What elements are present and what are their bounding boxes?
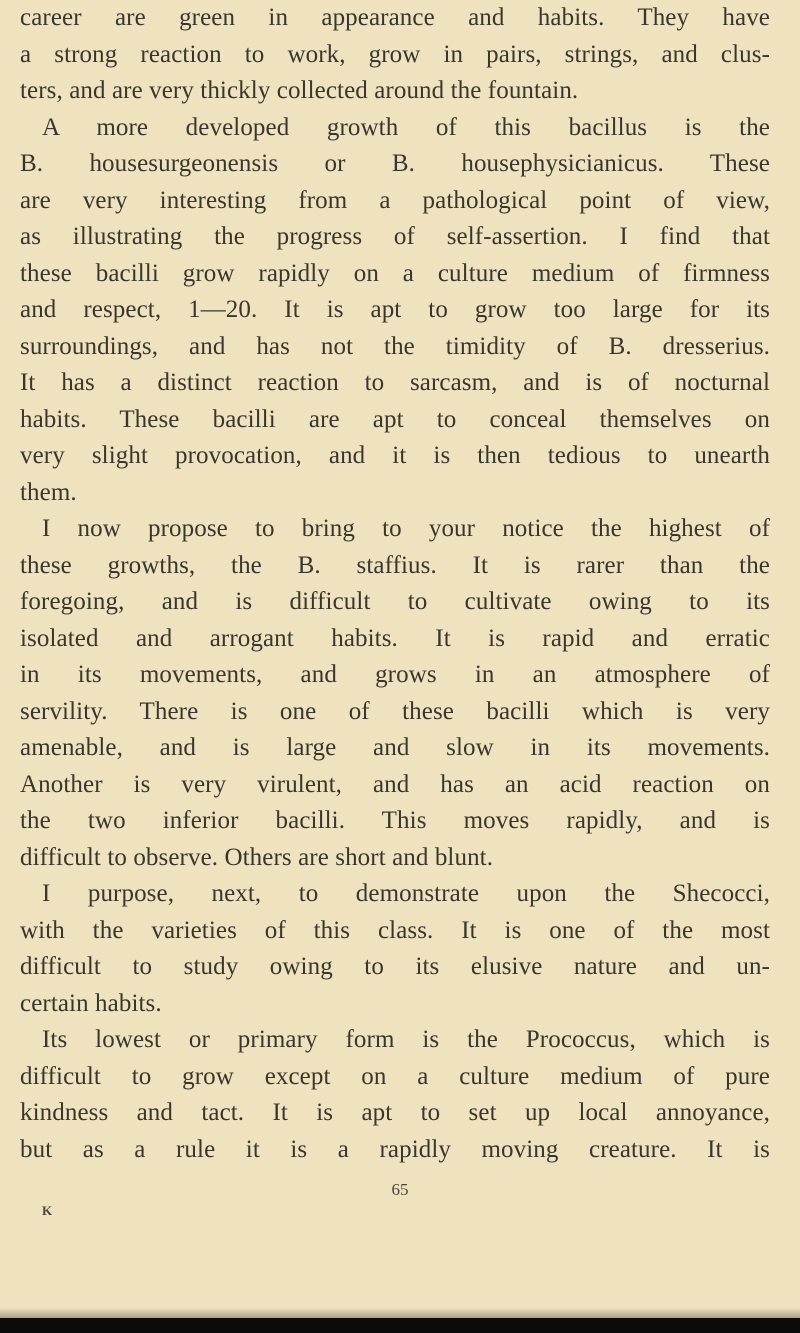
text-line: Its lowest or primary form is the Prococcus, which is bbox=[42, 1026, 770, 1053]
text-line: a strong reaction to work, grow in pairs, strings, and clus- bbox=[20, 40, 770, 68]
text-line: these growths, the B. staffius. It is rarer than the bbox=[20, 551, 770, 579]
text-line: servility. There is one of these bacilli which is very bbox=[20, 697, 770, 725]
text-line: as illustrating the progress of self-assertion. I find that bbox=[20, 223, 770, 250]
text-line: are very interesting from a pathological point of view, bbox=[20, 186, 770, 214]
text-line: A more developed growth of this bacillus is the bbox=[42, 113, 770, 141]
text-line: career are green in appearance and habits. They have bbox=[20, 4, 770, 31]
text-line: the two inferior bacilli. This moves rapidly, and is bbox=[20, 807, 770, 834]
signature-mark: K bbox=[42, 1203, 54, 1218]
text-line: B. housesurgeonensis or B. housephysicianicus. These bbox=[20, 150, 770, 177]
text-line: but as a rule it is a rapidly moving creature. It is bbox=[20, 1135, 770, 1163]
body-text bbox=[20, 0, 770, 1168]
page-bottom-edge bbox=[0, 1318, 800, 1333]
text-line: habits. These bacilli are apt to conceal themselves on bbox=[20, 405, 770, 433]
text-line: foregoing, and is difficult to cultivate owing to its bbox=[20, 588, 770, 615]
text-line: very slight provocation, and it is then tedious to unearth bbox=[20, 442, 770, 469]
text-line: ters, and are very thickly collected around the fountain. bbox=[20, 77, 579, 104]
text-line: difficult to grow except on a culture medium of pure bbox=[20, 1062, 770, 1090]
text-line: It has a distinct reaction to sarcasm, and is of nocturnal bbox=[20, 369, 770, 396]
page-edge-shadow bbox=[0, 1308, 800, 1318]
text-line: certain habits. bbox=[20, 989, 162, 1017]
text-line: I purpose, next, to demonstrate upon the Shecocci, bbox=[42, 880, 770, 907]
text-line: I now propose to bring to your notice the highest of bbox=[42, 515, 770, 542]
text-line: in its movements, and grows in an atmosphere of bbox=[20, 661, 770, 688]
text-line: isolated and arrogant habits. It is rapid and erratic bbox=[20, 624, 770, 652]
text-line: these bacilli grow rapidly on a culture medium of firmness bbox=[20, 259, 770, 287]
text-line: difficult to observe. Others are short and blunt. bbox=[20, 843, 494, 871]
text-line: Another is very virulent, and has an acid reaction on bbox=[20, 770, 770, 798]
text-line: with the varieties of this class. It is one of the most bbox=[20, 916, 770, 944]
page-number: 65 bbox=[391, 1180, 409, 1199]
text-line: and respect, 1—20. It is apt to grow too large for its bbox=[20, 296, 770, 323]
text-line: kindness and tact. It is apt to set up local annoyance, bbox=[20, 1099, 770, 1126]
text-line: them. bbox=[20, 478, 77, 506]
text-line: amenable, and is large and slow in its movements. bbox=[20, 734, 770, 761]
text-line: surroundings, and has not the timidity of B. dresserius. bbox=[20, 332, 770, 360]
text-line: difficult to study owing to its elusive nature and un- bbox=[20, 953, 770, 980]
